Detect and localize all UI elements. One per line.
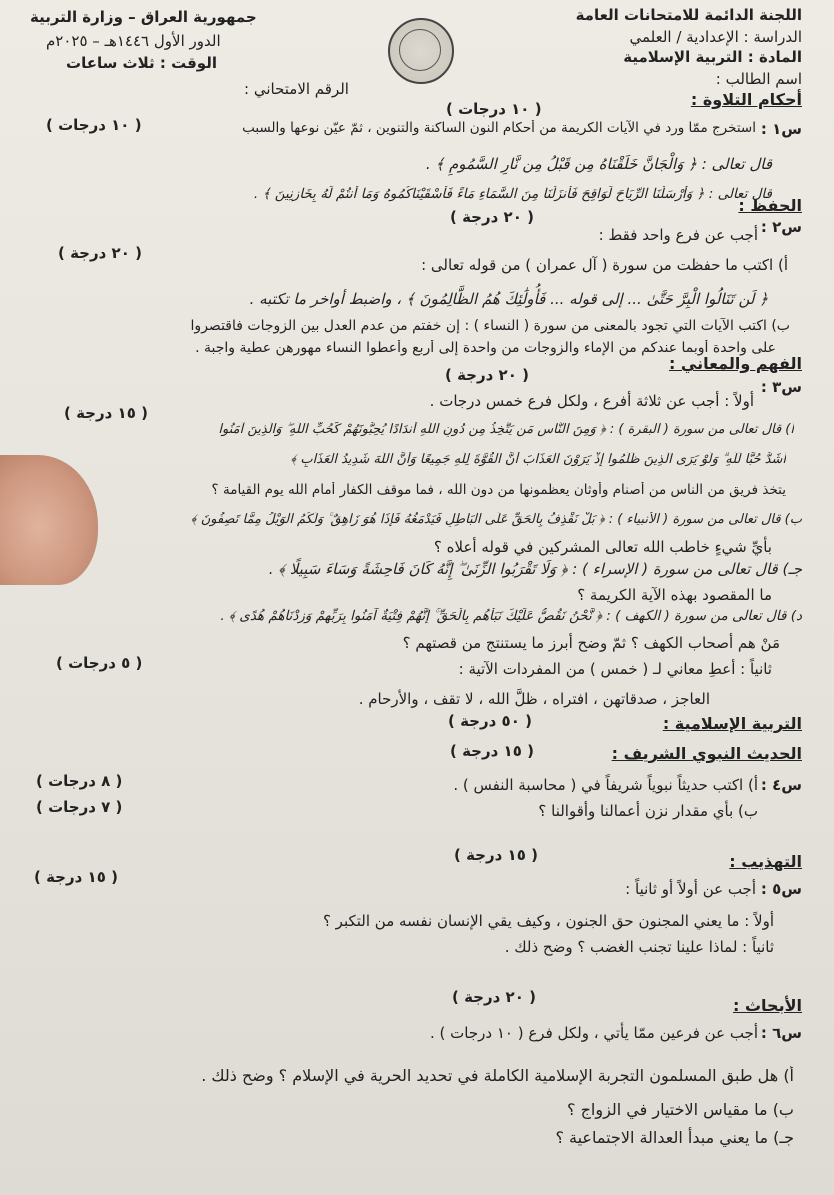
verse-1: قال تعالى : ﴿ وَالْجَانَّ خَلَقْنَاهُ مِن قَبْلُ مِن نَّارِ السَّمُومِ ﴾ . (425, 155, 772, 173)
committee-title: اللجنة الدائمة للامتحانات العامة (575, 6, 802, 24)
vocab-list: العاجز ، صدقاتهن ، افتراه ، ظلَّ الله ، لا تقف ، والأرحام . (358, 690, 710, 708)
abhath-grade: ( ٢٠ درجة ) (452, 988, 536, 1006)
q4-b-text: ب) بأي مقدار نزن أعمالنا وأقوالنا ؟ (538, 802, 758, 820)
country-ministry: جمهورية العراق – وزارة التربية (30, 8, 257, 26)
q3-label: س٣ : (760, 378, 802, 396)
q3-a-line3: يتخذ فريق من الناس من أصنام وأوثان يعظمونها من دون الله ، فما موقف الكفار أمام الله يوم القيامة ؟ (211, 482, 786, 498)
q6-b-text: ب) ما مقياس الاختيار في الزواج ؟ (566, 1100, 794, 1119)
islamic-grade: ( ٥٠ درجة ) (448, 712, 532, 730)
exam-number-label: الرقم الامتحاني : (244, 80, 349, 98)
q1-text: استخرج ممّا ورد في الآيات الكريمة من أحكام النون الساكنة والتنوين ، ثمّ عيّن نوعها والسبب (242, 120, 756, 136)
q3-b-line2: بأيِّ شيءٍ خاطب الله تعالى المشركين في قوله أعلاه ؟ (433, 538, 772, 556)
q2-b-line1: ب) اكتب الآيات التي تجود بالمعنى من سورة ( النساء ) : إن خفتم من عدم العدل بين الزوجات فاقتصروا (190, 318, 790, 334)
hifz-title: الحفظ : (738, 196, 802, 215)
second-text: ثانياً : أعطِ معاني لـ ( خمس ) من المفردات الآتية : (458, 660, 772, 678)
hadith-title: الحديث النبوي الشريف : (611, 744, 802, 763)
second-grade: ( ٥ درجات ) (56, 654, 143, 672)
abhath-title: الأبحاث : (733, 996, 802, 1015)
fahm-grade: ( ٢٠ درجة ) (445, 366, 529, 384)
q5-second: ثانياً : لماذا علينا تجنب الغضب ؟ وضح ذلك . (504, 938, 774, 956)
q2-a-text: أ) اكتب ما حفظت من سورة ( آل عمران ) من قوله تعالى : (421, 256, 788, 274)
student-name-label: اسم الطالب : (715, 70, 802, 88)
q2-text: أجب عن فرع واحد فقط : (598, 226, 758, 244)
study-level: الدراسة : الإعدادية / العلمي (629, 28, 802, 46)
q4-label: س٤ : (760, 776, 802, 794)
q5-first: أولاً : ما يعني المجنون حق الجنون ، وكيف يقي الإنسان نفسه من التكبر ؟ (322, 912, 774, 930)
q3-a-line1: أ) قال تعالى من سورة ( البقرة ) : ﴿ وَمِنَ النَّاسِ مَن يَتَّخِذُ مِن دُونِ اللَّهِ أَندَادًا يُحِبُّونَهُمْ كَحُبِّ اللَّهِ ۖ وَالَّذِينَ آمَنُوا (218, 422, 794, 437)
q2-a-verse: ﴿ لَن تَنَالُوا الْبِرَّ حَتَّىٰ ... إلى قوله ... فَأُولَٰئِكَ هُمُ الظَّالِمُونَ ﴾ ، واضبط أواخر ما تكتبه . (249, 290, 768, 308)
islamic-title: التربية الإسلامية : (662, 714, 802, 733)
q3-b-line1: ب) قال تعالى من سورة ( الأنبياء ) : ﴿ بَلْ نَقْذِفُ بِالْحَقِّ عَلَى الْبَاطِلِ فَيَدْمَغُهُ فَإِذَا هُوَ زَاهِقٌ ۚ وَلَكُمُ الْوَيْلُ مِمَّا تَصِفُونَ ﴾ (190, 512, 802, 527)
q3-a-line2: أَشَدُّ حُبًّا لِّلَّهِ ۗ وَلَوْ يَرَى الَّذِينَ ظَلَمُوا إِذْ يَرَوْنَ الْعَذَابَ أَنَّ الْقُوَّةَ لِلَّهِ جَمِيعًا وَأَنَّ اللَّهَ شَدِيدُ الْعَذَابِ ﴾ (290, 452, 786, 467)
q3-c-line2: ما المقصود بهذه الآية الكريمة ؟ (577, 586, 772, 604)
subject: المادة : التربية الإسلامية (623, 48, 802, 66)
q4-b-grade: ( ٧ درجات ) (36, 798, 123, 816)
tahdhib-title: التهذيب : (729, 852, 802, 871)
q2-b-line2: على واحدة أوبما عندكم من الإماء والزوجات من واحدة إلى أربع وأعطوا النساء مهورهن عطية واجبة . (195, 340, 776, 356)
q3-c-line1: جـ) قال تعالى من سورة ( الإسراء ) : ﴿ وَلَا تَقْرَبُوا الزِّنَىٰ ۖ إِنَّهُ كَانَ فَاحِشَةً وَسَاءَ سَبِيلًا ﴾ . (268, 560, 802, 578)
q6-label: س٦ : (760, 1024, 802, 1042)
q5-grade: ( ١٥ درجة ) (34, 868, 118, 886)
q2-grade: ( ٢٠ درجة ) (58, 244, 142, 262)
exam-time: الوقت : ثلاث ساعات (66, 54, 217, 72)
tahdhib-grade: ( ١٥ درجة ) (454, 846, 538, 864)
q3-text: أولاً : أجب عن ثلاثة أفرع ، ولكل فرع خمس درجات . (429, 392, 754, 410)
tilawa-title: أحكام التلاوة : (690, 90, 802, 109)
q1-grade: ( ١٠ درجات ) (46, 116, 142, 134)
tilawa-grade: ( ١٠ درجات ) (446, 100, 542, 118)
q4-a-text: أ) اكتب حديثاً نبوياً شريفاً في ( محاسبة النفس ) . (453, 776, 758, 794)
q6-c-text: جـ) ما يعني مبدأ العدالة الاجتماعية ؟ (555, 1128, 794, 1147)
q6-text: أجب عن فرعين ممّا يأتي ، ولكل فرع ( ١٠ درجات ) . (430, 1024, 758, 1042)
thumb-overlay (0, 455, 98, 585)
q1-label: س١ : (760, 120, 802, 138)
exam-session: الدور الأول ١٤٤٦هـ – ٢٠٢٥م (46, 32, 221, 50)
q5-label: س٥ : (760, 880, 802, 898)
q4-a-grade: ( ٨ درجات ) (36, 772, 123, 790)
ministry-seal-icon (388, 18, 454, 84)
q3-grade: ( ١٥ درجة ) (64, 404, 148, 422)
verse-2: قال تعالى : ﴿ وَأَرْسَلْنَا الرِّيَاحَ لَوَاقِحَ فَأَنزَلْنَا مِنَ السَّمَاءِ مَاءً فَأَسْقَيْنَاكُمُوهُ وَمَا أَنتُمْ لَهُ بِخَازِنِينَ ﴾ . (253, 186, 772, 202)
hifz-grade: ( ٢٠ درجة ) (450, 208, 534, 226)
q3-d-line1: د) قال تعالى من سورة ( الكهف ) : ﴿ نَّحْنُ نَقُصُّ عَلَيْكَ نَبَأَهُم بِالْحَقِّ ۚ إِنَّهُمْ فِتْيَةٌ آمَنُوا بِرَبِّهِمْ وَزِدْنَاهُمْ هُدًى ﴾ . (220, 608, 802, 624)
fahm-title: الفهم والمعاني : (668, 354, 802, 373)
q5-text: أجب عن أولاً أو ثانياً : (625, 880, 756, 898)
q2-label: س٢ : (760, 218, 802, 236)
hadith-grade: ( ١٥ درجة ) (450, 742, 534, 760)
q6-a-text: أ) هل طبق المسلمون التجربة الإسلامية الكاملة في تحديد الحرية في الإسلام ؟ وضح ذلك . (201, 1066, 794, 1085)
q3-d-line2: مَنْ هم أصحاب الكهف ؟ ثمّ وضح أبرز ما يستنتج من قصتهم ؟ (402, 634, 780, 652)
